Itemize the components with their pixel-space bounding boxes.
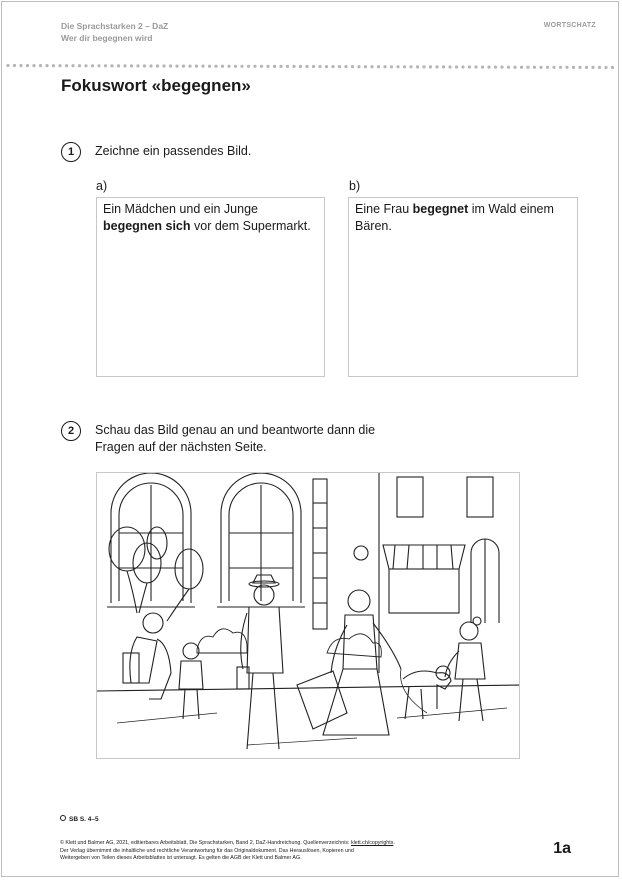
separator-dot [494, 66, 497, 69]
separator-dot [156, 64, 159, 67]
separator-dot [299, 65, 302, 68]
separator-dot [123, 64, 126, 67]
copyright-line-3: Weitergeben von Teilen dieses Arbeitsblattes ist untersagt. Es gelten die AGB der Klett und Balmer AG. [60, 855, 302, 861]
separator-dot [500, 66, 503, 69]
copyright-line-1-end: . [393, 840, 395, 846]
separator-dot [130, 64, 133, 67]
box-a-text-1: Ein Mädchen und ein Junge [103, 202, 258, 216]
separator-dot [591, 66, 594, 69]
separator-dot [260, 65, 263, 68]
separator-dot [169, 64, 172, 67]
separator-dot [234, 65, 237, 68]
separator-dot [227, 65, 230, 68]
figure-girl [445, 617, 485, 721]
sidewalk-lines [97, 685, 520, 745]
separator-dot [344, 65, 347, 68]
separator-dot [585, 66, 588, 69]
separator-dot [403, 65, 406, 68]
separator-dot [26, 64, 29, 67]
separator-dot [448, 65, 451, 68]
task-2-line-2: Fragen auf der nächsten Seite. [95, 440, 267, 454]
separator-dot [461, 65, 464, 68]
separator-dot [286, 65, 289, 68]
separator-dot [507, 66, 510, 69]
separator-dot [318, 65, 321, 68]
separator-dot [572, 66, 575, 69]
separator-dot [611, 66, 614, 69]
separator-dot [253, 65, 256, 68]
drawing-box-a[interactable] [96, 197, 325, 377]
separator-dot [104, 64, 107, 67]
separator-dot [52, 64, 55, 67]
figure-dog [401, 666, 451, 719]
separator-dot [13, 64, 16, 67]
separator-dot [136, 64, 139, 67]
box-b-text-1: Eine Frau [355, 202, 413, 216]
task-1-instruction: Zeichne ein passendes Bild. [95, 144, 252, 158]
separator-dot [65, 64, 68, 67]
separator-dot [143, 64, 146, 67]
box-b-bold: begegnet [412, 202, 469, 216]
separator-dot [578, 66, 581, 69]
separator-dot [71, 64, 74, 67]
separator-dot [429, 65, 432, 68]
separator-dot [370, 65, 373, 68]
separator-dot [409, 65, 412, 68]
separator-dot [32, 64, 35, 67]
separator-dot [195, 65, 198, 68]
separator-dot [526, 66, 529, 69]
task-2-instruction [95, 422, 375, 456]
separator-dot [487, 66, 490, 69]
separator-dot [338, 65, 341, 68]
street-scene-illustration [96, 472, 520, 759]
figure-man-with-hat [237, 575, 283, 749]
textbook-reference [60, 815, 99, 823]
task-1b-label: b) [349, 179, 361, 193]
copyright-line-1: © Klett und Balmer AG, 2021, editierbares Arbeitsblatt, Die Sprachstarken, Band 2, DaZ-Handreichung. Quellenverzeichnis: [60, 840, 351, 846]
separator-dot [208, 65, 211, 68]
separator-dot [214, 65, 217, 68]
separator-dot [292, 65, 295, 68]
copyright-link[interactable]: klett.ch/copyrights [350, 840, 394, 846]
separator-dot [117, 64, 120, 67]
separator-dot [377, 65, 380, 68]
ring-icon [60, 815, 66, 821]
textbook-reference-text: SB S. 4–5 [69, 816, 99, 823]
task-1a-label: a) [96, 179, 108, 193]
separator-dot [422, 65, 425, 68]
separator-dot [247, 65, 250, 68]
separator-dot [39, 64, 42, 67]
separator-dot [364, 65, 367, 68]
separator-dot [351, 65, 354, 68]
box-a-bold: begegnen sich [103, 219, 191, 233]
page-number: 1a [553, 840, 571, 857]
separator-dot [182, 65, 185, 68]
separator-dot [58, 64, 61, 67]
separator-dot [149, 64, 152, 67]
separator-dot [357, 65, 360, 68]
separator-dot [78, 64, 81, 67]
drawing-box-b[interactable] [348, 197, 578, 377]
box-b-text-2: im Wald einem Bären. [355, 202, 554, 233]
separator-dot [455, 65, 458, 68]
separator-dot [539, 66, 542, 69]
separator-dot [175, 65, 178, 68]
task-1-number: 1 [61, 142, 81, 162]
separator-dot [273, 65, 276, 68]
box-a-text-2: vor dem Supermarkt. [190, 219, 311, 233]
separator-dot [546, 66, 549, 69]
separator-dot [383, 65, 386, 68]
copyright-line-2: Der Verlag übernimmt die inhaltliche und rechtliche Verantwortung für das Originaldokument. Das Herauslösen, Kopieren und [60, 847, 354, 854]
separator-dot [162, 64, 165, 67]
separator-dot [481, 66, 484, 69]
header-series: Die Sprachstarken 2 – DaZ [61, 21, 169, 31]
separator-dot [325, 65, 328, 68]
separator-dot [416, 65, 419, 68]
separator-dot [279, 65, 282, 68]
separator-dot [188, 65, 191, 68]
separator-dot [6, 64, 9, 67]
separator-dot [552, 66, 555, 69]
separator-dot [91, 64, 94, 67]
copyright-notice [60, 840, 460, 863]
separator-dot [598, 66, 601, 69]
separator-dot [396, 65, 399, 68]
separator-dot [201, 65, 204, 68]
separator-dot [305, 65, 308, 68]
separator-dot [84, 64, 87, 67]
page-title: Fokuswort «begegnen» [61, 76, 251, 95]
separator-dot [468, 65, 471, 68]
header-unit: Wer dir begegnen wird [61, 33, 153, 43]
separator-dot [45, 64, 48, 67]
bushes [197, 629, 381, 657]
separator-dot [604, 66, 607, 69]
dotted-separator [5, 62, 617, 70]
figure-clown [123, 613, 171, 699]
brick-column [313, 479, 327, 629]
task-2-line-1: Schau das Bild genau an und beantworte dann die [95, 423, 376, 437]
separator-dot [312, 65, 315, 68]
separator-dot [110, 64, 113, 67]
figure-boy [179, 643, 203, 719]
separator-dot [533, 66, 536, 69]
separator-dot [97, 64, 100, 67]
header-category: WORTSCHATZ [543, 22, 596, 29]
separator-dot [435, 65, 438, 68]
separator-dot [565, 66, 568, 69]
separator-dot [474, 65, 477, 68]
separator-dot [390, 65, 393, 68]
separator-dot [221, 65, 224, 68]
separator-dot [331, 65, 334, 68]
separator-dot [266, 65, 269, 68]
separator-dot [559, 66, 562, 69]
task-2-number: 2 [61, 421, 81, 441]
separator-dot [520, 66, 523, 69]
separator-dot [513, 66, 516, 69]
separator-dot [19, 64, 22, 67]
separator-dot [240, 65, 243, 68]
separator-dot [442, 65, 445, 68]
